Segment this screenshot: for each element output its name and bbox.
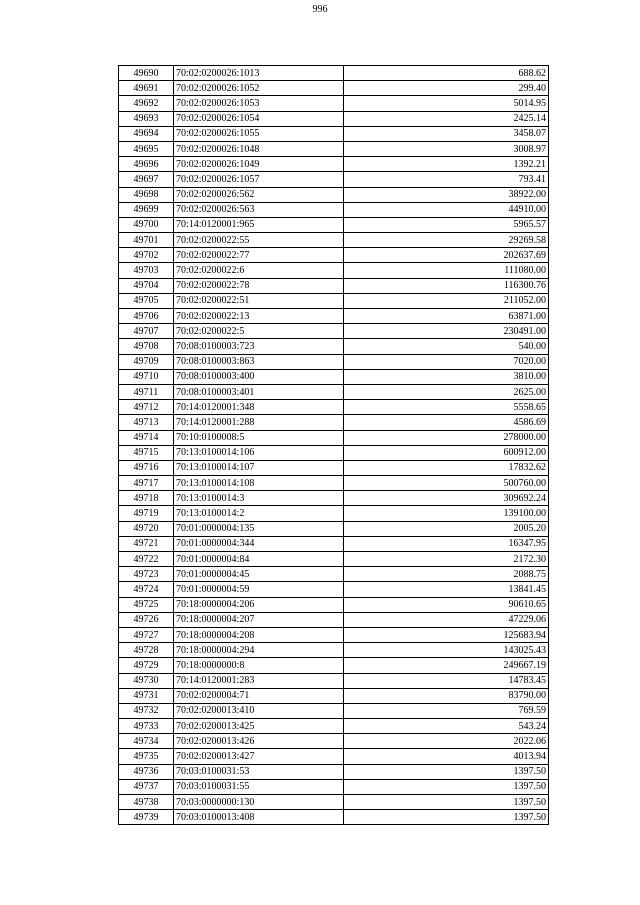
row-number-cell: 49695 [119,141,174,156]
row-number-cell: 49716 [119,460,174,475]
table-row [119,202,549,217]
table-row [119,612,549,627]
cadastral-number-cell: 70:08:0100003:863 [174,354,344,369]
cadastral-value-cell: 5558.65 [344,400,549,415]
row-number-cell: 49707 [119,324,174,339]
cadastral-number-cell: 70:02:0200004:71 [174,688,344,703]
table-row [119,521,549,536]
row-number-cell: 49733 [119,719,174,734]
row-number-cell: 49700 [119,217,174,232]
table-row [119,126,549,141]
cadastral-value-cell: 278000.00 [344,430,549,445]
cadastral-value-cell: 3810.00 [344,369,549,384]
cadastral-value-cell: 3008.97 [344,141,549,156]
table-row [119,172,549,187]
row-number-cell: 49690 [119,66,174,81]
row-number-cell: 49720 [119,521,174,536]
cadastral-number-cell: 70:01:0000004:45 [174,567,344,582]
row-number-cell: 49703 [119,263,174,278]
table-row [119,248,549,263]
cadastral-number-cell: 70:02:0200026:1052 [174,81,344,96]
cadastral-value-cell: 90610.65 [344,597,549,612]
table-row [119,643,549,658]
row-number-cell: 49737 [119,779,174,794]
row-number-cell: 49694 [119,126,174,141]
cadastral-number-cell: 70:02:0200022:13 [174,309,344,324]
cadastral-number-cell: 70:18:0000004:208 [174,627,344,642]
cadastral-value-cell: 17832.62 [344,460,549,475]
cadastral-value-cell: 4586.69 [344,415,549,430]
cadastral-value-cell: 600912.00 [344,445,549,460]
cadastral-value-cell: 116300.76 [344,278,549,293]
cadastral-number-cell: 70:02:0200022:5 [174,324,344,339]
cadastral-number-cell: 70:13:0100014:107 [174,460,344,475]
row-number-cell: 49708 [119,339,174,354]
cadastral-number-cell: 70:18:0000004:207 [174,612,344,627]
row-number-cell: 49727 [119,627,174,642]
cadastral-number-cell: 70:18:0000004:294 [174,643,344,658]
cadastral-value-cell: 5965.57 [344,217,549,232]
cadastral-number-cell: 70:02:0200026:1053 [174,96,344,111]
row-number-cell: 49734 [119,734,174,749]
table-row [119,719,549,734]
table-row [119,111,549,126]
cadastral-value-cell: 793.41 [344,172,549,187]
cadastral-value-cell: 1397.50 [344,810,549,825]
cadastral-value-cell: 3458.07 [344,126,549,141]
row-number-cell: 49706 [119,309,174,324]
table-row [119,506,549,521]
cadastral-number-cell: 70:18:0000000:8 [174,658,344,673]
cadastral-value-cell: 2088.75 [344,567,549,582]
row-number-cell: 49698 [119,187,174,202]
cadastral-number-cell: 70:02:0200013:410 [174,703,344,718]
table-row [119,476,549,491]
table-row [119,552,549,567]
cadastral-value-cell: 7020.00 [344,354,549,369]
table-row [119,263,549,278]
cadastral-value-cell: 14783.45 [344,673,549,688]
table-row [119,536,549,551]
row-number-cell: 49729 [119,658,174,673]
row-number-cell: 49692 [119,96,174,111]
table-row [119,324,549,339]
cadastral-value-cell: 2172.30 [344,552,549,567]
cadastral-number-cell: 70:03:0100013:408 [174,810,344,825]
row-number-cell: 49730 [119,673,174,688]
cadastral-number-cell: 70:02:0200026:1048 [174,141,344,156]
row-number-cell: 49718 [119,491,174,506]
row-number-cell: 49696 [119,157,174,172]
cadastral-value-cell: 29269.58 [344,233,549,248]
cadastral-number-cell: 70:02:0200026:1049 [174,157,344,172]
cadastral-value-cell: 1397.50 [344,779,549,794]
cadastral-value-cell: 211052.00 [344,293,549,308]
cadastral-number-cell: 70:02:0200022:51 [174,293,344,308]
table-row [119,384,549,399]
cadastral-value-cell: 139100.00 [344,506,549,521]
cadastral-number-cell: 70:02:0200022:78 [174,278,344,293]
cadastral-number-cell: 70:03:0100031:53 [174,764,344,779]
table-row [119,810,549,825]
row-number-cell: 49693 [119,111,174,126]
cadastral-number-cell: 70:14:0120001:283 [174,673,344,688]
row-number-cell: 49712 [119,400,174,415]
table-row [119,460,549,475]
row-number-cell: 49719 [119,506,174,521]
cadastral-number-cell: 70:02:0200026:1013 [174,66,344,81]
table-row [119,779,549,794]
cadastral-number-cell: 70:02:0200026:1057 [174,172,344,187]
row-number-cell: 49697 [119,172,174,187]
table-row [119,187,549,202]
cadastral-number-cell: 70:01:0000004:84 [174,552,344,567]
cadastral-value-table [118,65,549,825]
table-row [119,81,549,96]
cadastral-number-cell: 70:02:0200022:77 [174,248,344,263]
cadastral-number-cell: 70:10:0100008:5 [174,430,344,445]
table-row [119,430,549,445]
row-number-cell: 49725 [119,597,174,612]
cadastral-value-cell: 309692.24 [344,491,549,506]
row-number-cell: 49732 [119,703,174,718]
row-number-cell: 49705 [119,293,174,308]
table-row [119,96,549,111]
table-row [119,415,549,430]
table-row [119,734,549,749]
cadastral-number-cell: 70:01:0000004:135 [174,521,344,536]
cadastral-value-cell: 44910.00 [344,202,549,217]
table-row [119,278,549,293]
row-number-cell: 49728 [119,643,174,658]
table-row [119,795,549,810]
cadastral-number-cell: 70:14:0120001:288 [174,415,344,430]
row-number-cell: 49691 [119,81,174,96]
cadastral-number-cell: 70:13:0100014:108 [174,476,344,491]
row-number-cell: 49717 [119,476,174,491]
table-row [119,764,549,779]
cadastral-value-cell: 38922.00 [344,187,549,202]
row-number-cell: 49735 [119,749,174,764]
row-number-cell: 49701 [119,233,174,248]
cadastral-value-cell: 688.62 [344,66,549,81]
cadastral-value-cell: 5014.95 [344,96,549,111]
table-row [119,354,549,369]
row-number-cell: 49710 [119,369,174,384]
table-row [119,141,549,156]
table-row [119,658,549,673]
cadastral-number-cell: 70:02:0200026:1054 [174,111,344,126]
cadastral-number-cell: 70:13:0100014:106 [174,445,344,460]
table-row [119,157,549,172]
table-row [119,309,549,324]
table-row [119,369,549,384]
cadastral-number-cell: 70:02:0200026:563 [174,202,344,217]
cadastral-value-cell: 2022.06 [344,734,549,749]
cadastral-value-cell: 543.24 [344,719,549,734]
cadastral-number-cell: 70:01:0000004:344 [174,536,344,551]
row-number-cell: 49726 [119,612,174,627]
cadastral-number-cell: 70:03:0100031:55 [174,779,344,794]
cadastral-number-cell: 70:18:0000004:206 [174,597,344,612]
table-row [119,597,549,612]
cadastral-value-cell: 1397.50 [344,764,549,779]
cadastral-value-cell: 202637.69 [344,248,549,263]
cadastral-value-cell: 111080.00 [344,263,549,278]
row-number-cell: 49713 [119,415,174,430]
row-number-cell: 49715 [119,445,174,460]
cadastral-number-cell: 70:14:0120001:965 [174,217,344,232]
table-row [119,703,549,718]
cadastral-number-cell: 70:08:0100003:401 [174,384,344,399]
table-row [119,749,549,764]
table-row [119,445,549,460]
cadastral-value-cell: 2005.20 [344,521,549,536]
cadastral-number-cell: 70:13:0100014:3 [174,491,344,506]
table-row [119,66,549,81]
cadastral-number-cell: 70:08:0100003:723 [174,339,344,354]
cadastral-value-cell: 1392.21 [344,157,549,172]
cadastral-number-cell: 70:02:0200026:562 [174,187,344,202]
row-number-cell: 49699 [119,202,174,217]
cadastral-value-cell: 2625.00 [344,384,549,399]
row-number-cell: 49702 [119,248,174,263]
cadastral-number-cell: 70:08:0100003:400 [174,369,344,384]
row-number-cell: 49714 [119,430,174,445]
table-row [119,567,549,582]
table-row [119,217,549,232]
cadastral-number-cell: 70:02:0200026:1055 [174,126,344,141]
table-row [119,293,549,308]
page-number: 996 [312,4,328,15]
row-number-cell: 49722 [119,552,174,567]
cadastral-number-cell: 70:01:0000004:59 [174,582,344,597]
row-number-cell: 49723 [119,567,174,582]
cadastral-value-cell: 63871.00 [344,309,549,324]
row-number-cell: 49709 [119,354,174,369]
cadastral-number-cell: 70:03:0000000:130 [174,795,344,810]
table-row [119,491,549,506]
row-number-cell: 49739 [119,810,174,825]
cadastral-number-cell: 70:02:0200022:6 [174,263,344,278]
cadastral-number-cell: 70:02:0200013:426 [174,734,344,749]
cadastral-value-cell: 83790.00 [344,688,549,703]
cadastral-value-cell: 47229.06 [344,612,549,627]
cadastral-value-cell: 299.40 [344,81,549,96]
cadastral-value-cell: 230491.00 [344,324,549,339]
cadastral-value-cell: 16347.95 [344,536,549,551]
table-row [119,673,549,688]
cadastral-number-cell: 70:02:0200013:425 [174,719,344,734]
cadastral-number-cell: 70:02:0200013:427 [174,749,344,764]
row-number-cell: 49711 [119,384,174,399]
table-row [119,627,549,642]
table-row [119,582,549,597]
row-number-cell: 49731 [119,688,174,703]
cadastral-value-cell: 769.59 [344,703,549,718]
cadastral-number-cell: 70:02:0200022:55 [174,233,344,248]
row-number-cell: 49724 [119,582,174,597]
row-number-cell: 49738 [119,795,174,810]
table-row [119,400,549,415]
cadastral-value-cell: 1397.50 [344,795,549,810]
cadastral-value-cell: 4013.94 [344,749,549,764]
table-row [119,233,549,248]
table-row [119,688,549,703]
cadastral-value-cell: 500760.00 [344,476,549,491]
cadastral-number-cell: 70:13:0100014:2 [174,506,344,521]
cadastral-value-cell: 540.00 [344,339,549,354]
cadastral-value-cell: 249667.19 [344,658,549,673]
table-body [119,66,549,825]
row-number-cell: 49721 [119,536,174,551]
cadastral-value-cell: 2425.14 [344,111,549,126]
cadastral-number-cell: 70:14:0120001:348 [174,400,344,415]
cadastral-value-cell: 13841.45 [344,582,549,597]
table-row [119,339,549,354]
row-number-cell: 49736 [119,764,174,779]
cadastral-value-cell: 125683.94 [344,627,549,642]
cadastral-value-cell: 143025.43 [344,643,549,658]
row-number-cell: 49704 [119,278,174,293]
